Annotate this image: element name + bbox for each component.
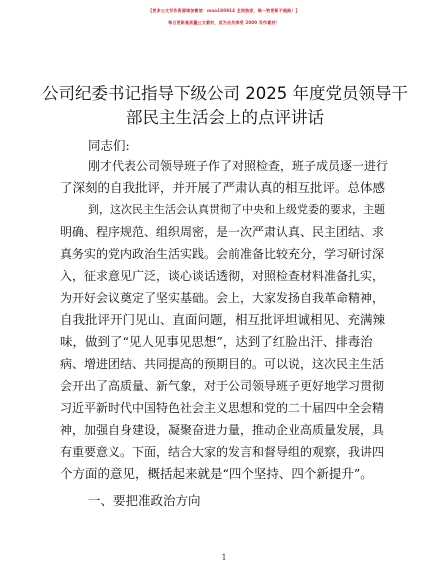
page-number: 1 xyxy=(221,553,227,562)
paragraph-line: 为开好会议奠定了坚实基础。会上，大家发扬自我革命精神， xyxy=(60,291,385,305)
salutation: 同志们: xyxy=(88,138,130,153)
paragraph-line: 了深刻的自我批评，并开展了严肃认真的相互批评。总体感 xyxy=(60,180,386,195)
paragraph-line: 神，加强自身建设，凝聚奋进力量，推动企业高质量发展，具 xyxy=(60,423,385,437)
paragraph-line: 真务实的党内政治生活实践。会前准备比较充分，学习研讨深 xyxy=(60,247,385,261)
promo-banner-line-2: 每日更新高质量公文素材，成为会员享受 2000 写作素材！ xyxy=(168,20,280,25)
paragraph-line: 到，这次民主生活会认真贯彻了中央和上级党委的要求，主题 xyxy=(88,203,385,216)
paragraph-line: 有重要意义。下面，结合大家的发言和督导组的观察，我讲四 xyxy=(60,445,385,459)
paragraph-line: 味，做到了“见人见事见思想”，达到了红脸出汗、排毒治 xyxy=(60,334,373,349)
document-title: 公司纪委书记指导下级公司 2025 年度党员领导干部民主生活会上的点评讲话 xyxy=(42,84,408,127)
paragraph-line: 会开出了高质量、新气象，对于公司领导班子更好地学习贯彻 xyxy=(60,379,385,393)
paragraph-line: 入，征求意见广泛，谈心谈话透彻，对照检查材料准备扎实， xyxy=(60,269,385,283)
paragraph-line: 明确、程序规范、组织周密，是一次严肃认真、民主团结、求 xyxy=(60,225,385,239)
paragraph-line: 自我批评开门见山、直面问题，相互批评坦诚相见、充满辣 xyxy=(60,312,386,327)
paragraph-line: 个方面的意见，概括起来就是“四个坚持、四个新提升”。 xyxy=(60,466,373,481)
paragraph-line: 习近平新时代中国特色社会主义思想和党的二十届四中全会精 xyxy=(60,401,385,415)
paragraph-line: 病、增进团结、共同提高的预期目的。可以说，这次民主生活 xyxy=(60,357,385,371)
section-heading: 一、要把准政治方向 xyxy=(88,493,201,508)
promo-banner-line-1: 【更多公文写作资源请加微信：mao180914 全网独家，唯一物更新不跑路！】 xyxy=(148,8,300,13)
paragraph-line: 刚才代表公司领导班子作了对照检查，班子成员逐一进行 xyxy=(88,159,389,173)
